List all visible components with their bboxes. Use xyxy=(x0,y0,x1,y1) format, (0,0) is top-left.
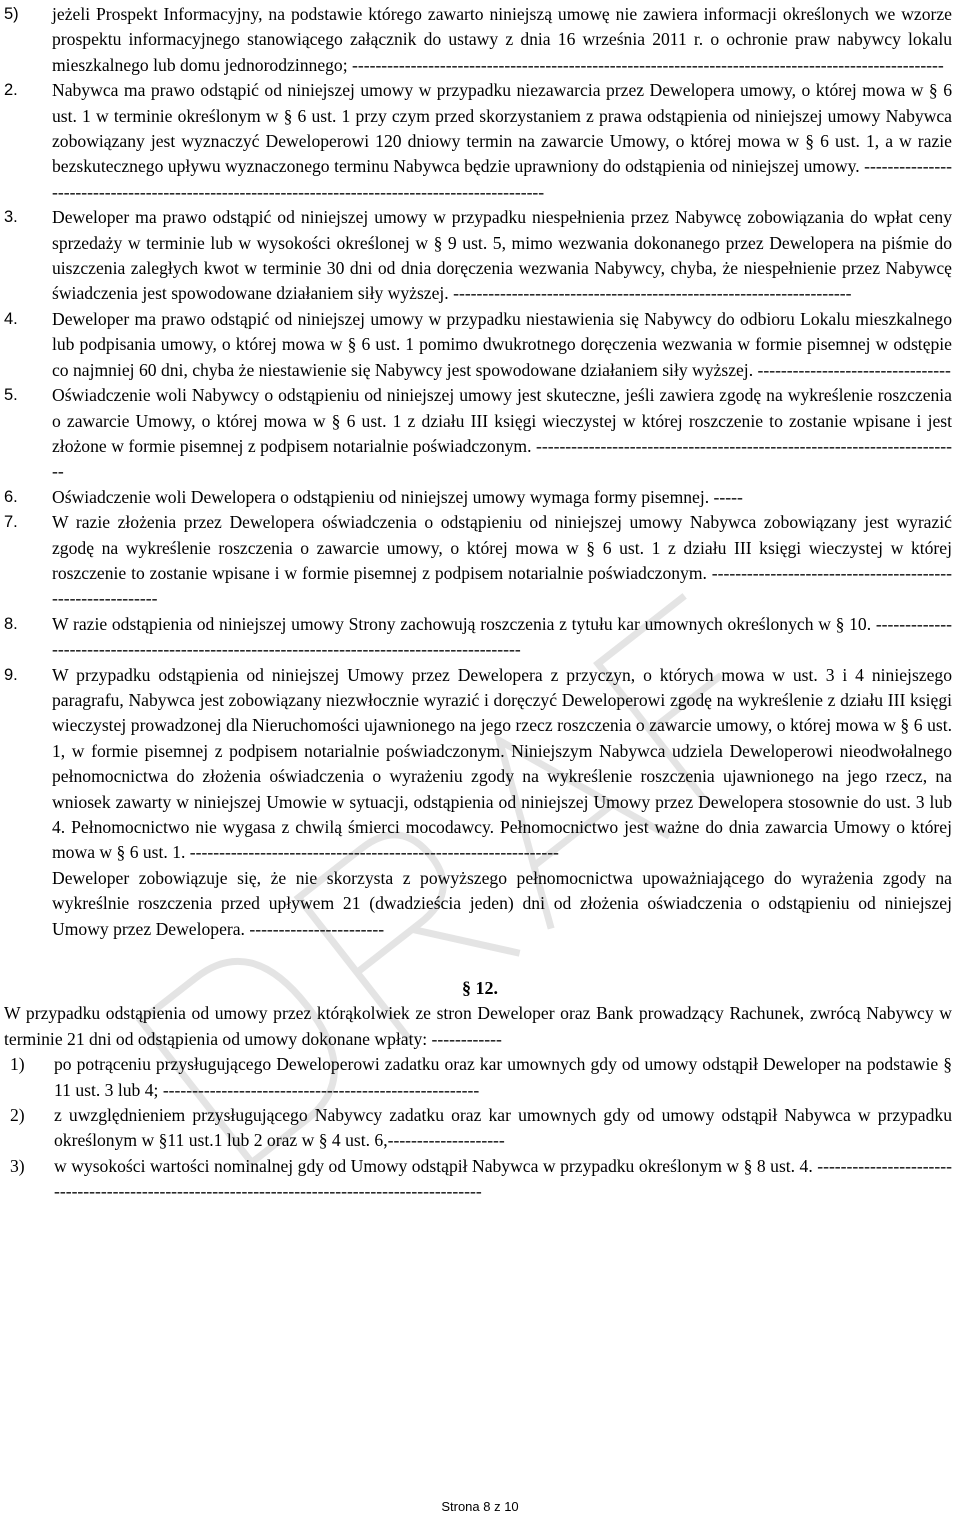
list-item xyxy=(0,78,960,205)
item-number: 1) xyxy=(10,1054,25,1075)
list-item xyxy=(0,612,960,663)
item-text: jeżeli Prospekt Informacyjny, na podstawie którego zawarto niniejszą umowę nie zawiera informacji określonych we wzorze prospektu informacyjnego stanowiącego załącznik do ustawy z dnia 16 września 2011 r. o ochronie praw nabywcy lokalu mieszkalnego lub domu jednorodzinnego; ----------------------------------------------------------------------------------------------------- xyxy=(52,4,952,75)
list-item xyxy=(0,485,960,510)
list-item xyxy=(0,510,960,612)
list-item xyxy=(0,2,960,78)
list-item xyxy=(0,205,960,307)
item-text: po potrąceniu przysługującego Deweloperowi zadatku oraz kar umownych gdy od umowy odstąpił Deweloper na podstawie § 11 ust. 3 lub 4; ------------------------------------------------------ xyxy=(54,1054,952,1100)
section-intro: W przypadku odstąpienia od umowy przez którąkolwiek ze stron Deweloper oraz Bank prowadzący Rachunek, zwrócą Nabywcy w terminie 21 dni od odstąpienia od umowy dokonane wpłaty: ------------ xyxy=(4,1003,952,1049)
item-continuation: Deweloper zobowiązuje się, że nie skorzysta z powyższego pełnomocnictwa upoważniającego do wyrażenia zgody na wykreślnie roszczenia przed upływem 21 (dwadzieścia jeden) dni od złożenia oświadczenia o odstąpieniu od niniejszej Umowy przez Dewelopera. ----------------------- xyxy=(52,867,952,939)
item-number: 2. xyxy=(4,81,18,100)
item-text: W razie złożenia przez Dewelopera oświadczenia o odstąpieniu od niniejszej umowy Nabywca zobowiązany jest wyrazić zgodę na wykreślenie roszczenia o zawarcie umowy, o której mowa w § 6 ust. 1 z działu III księgi wieczystej w której roszczenie to zostanie wpisane i w formie pisemnej z podpisem notarialnie poświadczonym. ----------------------------------------------------------- xyxy=(52,512,952,609)
item-number: 9. xyxy=(4,665,18,684)
list-item xyxy=(0,1103,960,1154)
item-text: z uwzględnieniem przysługującego Nabywcy zadatku oraz kar umownych gdy od umowy odstąpił Nabywca w przypadku określonym w §11 ust.1 lub 2 oraz w § 4 ust. 6,-------------------- xyxy=(54,1105,952,1151)
item-number: 4. xyxy=(4,309,18,328)
list-item xyxy=(0,383,960,485)
item-number: 3. xyxy=(4,208,18,227)
item-text: Oświadczenie woli Dewelopera o odstąpieniu od niniejszej umowy wymaga formy pisemnej. ----- xyxy=(52,486,743,507)
item-number: 6. xyxy=(4,487,18,506)
list-item xyxy=(0,1052,960,1103)
item-number: 7. xyxy=(4,513,18,532)
item-number: 5) xyxy=(4,5,19,23)
item-text: Nabywca ma prawo odstąpić od niniejszej umowy w przypadku niezawarcia przez Dewelopera umowy, o której mowa w § 6 ust. 1 w terminie określonym w § 6 ust. 1 przy czym przed skorzystaniem z prawa odstąpienia od niniejszej umowy Nabywca zobowiązany jest wyznaczyć Deweloperowi 120 dniowy termin na zawarcie Umowy, o której mowa w § 6 ust. 1, a w razie bezskutecznego upływu wyznaczonego terminu Nabywca będzie uprawniony do odstąpienia od niniejszej umowy. --------------------------------------------------------------------------------------------------- xyxy=(52,80,952,202)
item-text: Oświadczenie woli Nabywcy o odstąpieniu od niniejszej umowy jest skuteczne, jeśli zawiera zgodę na wykreślenie roszczenia o zawarcie Umowy, o której mowa w § 6 ust. 1 z działu III księgi wieczystej w której roszczenie to zostanie wpisane i jest złożone w formie pisemnej z podpisem notarialnie poświadczonym. ------------------------------------------------------------------------- xyxy=(52,385,952,482)
section-heading: § 12. xyxy=(462,978,498,999)
page-footer: Strona 8 z 10 xyxy=(441,1499,519,1514)
item-text: w wysokości wartości nominalnej gdy od Umowy odstąpił Nabywca w przypadku określonym w § 8 ust. 4. ------------------------------------------------------------------------------------------------ xyxy=(54,1155,952,1202)
list-item xyxy=(0,1154,960,1205)
item-text: Deweloper ma prawo odstąpić od niniejszej umowy w przypadku niespełnienia przez Nabywcę zobowiązania do wpłat ceny sprzedaży w terminie lub w wysokości określonej w § 9 ust. 5, mimo wezwania dokonanego przez Dewelopera na piśmie do uiszczenia zaległych kwot w terminie 30 dni od dnia doręczenia wezwania Nabywcy, chyba, że niespełnienie przez Nabywcę świadczenia jest spowodowane działaniem siły wyższej. -------------------------------------------------------------------- xyxy=(52,207,952,304)
list-item xyxy=(0,307,960,383)
item-number: 8. xyxy=(4,614,18,633)
item-number: 5. xyxy=(4,386,18,405)
list-item xyxy=(0,663,960,942)
item-text: W razie odstąpienia od niniejszej umowy Strony zachowują roszczenia z tytułu kar umownych określonych w § 10. --------------------------------------------------------------------------------------------- xyxy=(52,613,952,660)
item-text: Deweloper ma prawo odstąpić od niniejszej umowy w przypadku niestawienia się Nabywcy do odbioru Lokalu mieszkalnego lub podpisania umowy, o której mowa w § 6 ust. 1 pomimo dwukrotnego doręczenia wezwania w formie pisemnej w odstępie co najmniej 60 dni, chyba że niestawienie się Nabywcy jest spowodowane działaniem siły wyższej. --------------------------------- xyxy=(52,308,952,380)
item-number: 3) xyxy=(10,1155,25,1176)
item-number: 2) xyxy=(10,1105,25,1126)
item-text: W przypadku odstąpienia od niniejszej Umowy przez Dewelopera z przyczyn, o których mowa w ust. 3 i 4 niniejszego paragrafu, Nabywca jest zobowiązany niezwłocznie wyrazić i doręczyć Deweloperowi zgodę na wykreślenie z działu III księgi wieczystej prowadzonej dla Nieruchomości ujawnionego na jego rzecz roszczenia o zawarcie umowy, o której mowa w § 6 ust. 1, w formie pisemnej z podpisem notarialnie poświadczonym. Niniejszym Nabywca udziela Deweloperowi nieodwołalnego pełnomocnictwa do złożenia oświadczenia o wyrażeniu zgody na wykreślenie roszczenia ujawnionego na jego rzecz, na wniosek zawarty w niniejszej Umowie w sytuacji, odstąpienia od niniejszej Umowy przez Dewelopera stosownie do ust. 3 lub 4. Pełnomocnictwo nie wygasa z chwilą śmierci mocodawcy. Pełnomocnictwo jest ważne do dnia zawarcia Umowy o której mowa w § 6 ust. 1. --------------------------------------------------------------- xyxy=(52,664,952,863)
